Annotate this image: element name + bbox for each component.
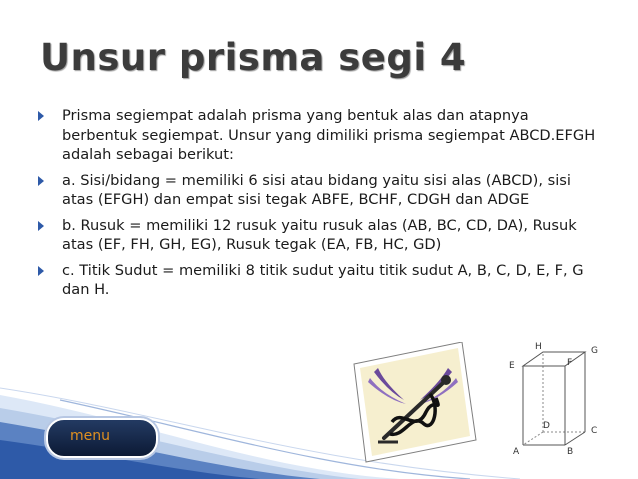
bullet-text: a. Sisi/bidang = memiliki 6 sisi atau bidang yaitu sisi alas (ABCD), sisi atas (EFGH) dan empat sisi tegak ABFE, BCHF, CDGH dan ADGE [62, 171, 571, 208]
caduceus-icon [344, 342, 479, 464]
bullet-text: Prisma segiempat adalah prisma yang bentuk alas dan atapnya berbentuk segiempat. Unsur yang dimiliki prisma segiempat ABCD.EFGH adalah sebagai berikut: [62, 107, 596, 163]
vertex-label-h: H [535, 342, 542, 352]
vertex-label-b: B [567, 447, 574, 457]
vertex-label-c: C [591, 426, 598, 436]
vertex-label-e: E [509, 361, 515, 371]
prism-diagram [505, 340, 617, 460]
triangle-bullet-icon [38, 111, 44, 121]
bullet-item [38, 171, 598, 210]
bullet-item [38, 106, 598, 165]
triangle-bullet-icon [38, 266, 44, 276]
vertex-label-d: D [543, 421, 550, 431]
slide-title: Unsur prisma segi 4 [40, 36, 467, 79]
triangle-bullet-icon [38, 176, 44, 186]
menu-button-label: menu [70, 428, 110, 444]
vertex-label-g: G [591, 346, 598, 356]
bullet-text: c. Titik Sudut = memiliki 8 titik sudut yaitu titik sudut A, B, C, D, E, F, G dan H. [62, 261, 584, 298]
bullet-item [38, 216, 598, 255]
triangle-bullet-icon [38, 221, 44, 231]
bullet-list [38, 106, 598, 306]
menu-button[interactable] [46, 418, 158, 458]
vertex-label-a: A [513, 447, 520, 457]
bullet-text: b. Rusuk = memiliki 12 rusuk yaitu rusuk alas (AB, BC, CD, DA), Rusuk atas (EF, FH, GH, EG), Rusuk tegak (EA, FB, HC, GD) [62, 216, 577, 253]
vertex-label-f: F [567, 358, 573, 368]
bullet-item [38, 261, 598, 300]
